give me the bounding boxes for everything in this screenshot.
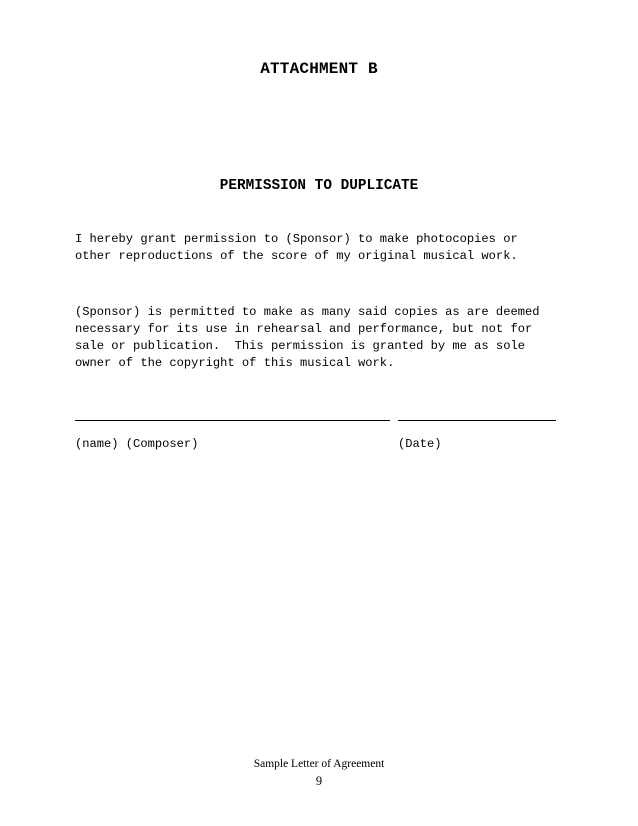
footer-caption: Sample Letter of Agreement xyxy=(253,758,385,770)
terms-paragraph: (Sponsor) is permitted to make as many said copies as are deemed necessary for its use in rehearsal and performance, but not for sale or publication. This permission is granted by me as sole owner of the copyright of this musical work. xyxy=(75,305,540,370)
page-number: 9 xyxy=(315,774,323,788)
date-signature-line xyxy=(398,420,556,421)
composer-name-label: (name) (Composer) xyxy=(75,437,199,451)
section-title: PERMISSION TO DUPLICATE xyxy=(219,178,419,194)
composer-signature-line xyxy=(75,420,390,421)
grant-paragraph: I hereby grant permission to (Sponsor) to make photocopies or other reproductions of the score of my original musical work. xyxy=(75,232,518,263)
date-label: (Date) xyxy=(398,437,442,451)
attachment-title: ATTACHMENT B xyxy=(260,60,378,78)
